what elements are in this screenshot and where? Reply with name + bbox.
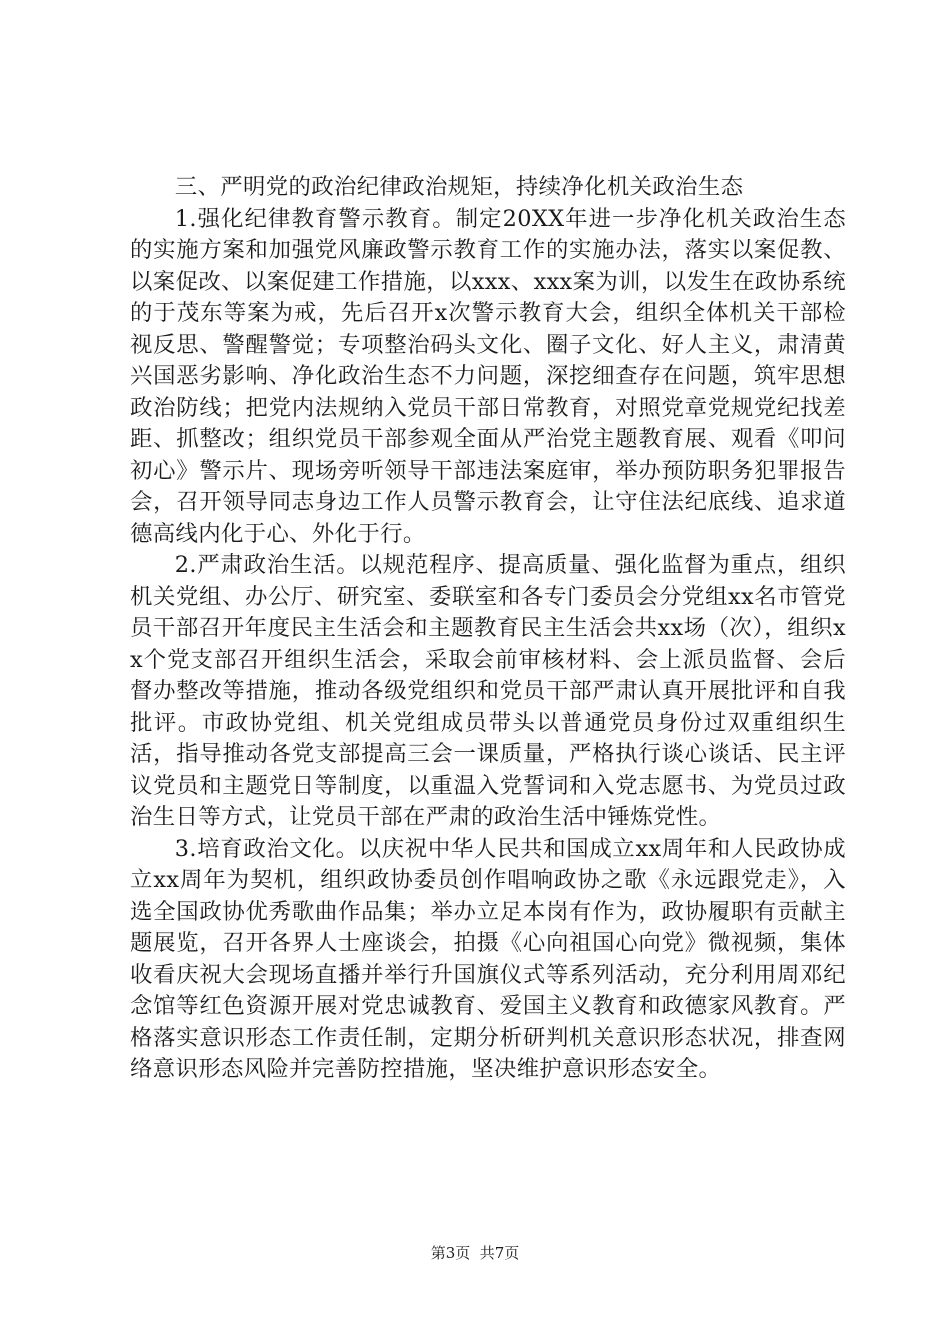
- page-number-footer: 第3页 共7页: [430, 1244, 520, 1262]
- paragraph-discipline-education: 1.强化纪律教育警示教育。制定20XX年进一步净化机关政治生态的实施方案和加强党风廉政警示教育工作的实施办法，落实以案促教、以案促改、以案促建工作措施，以xxx、xxx案为训，以发生在政协系统的于茂东等案为戒，先后召开x次警示教育大会，组织全体机关干部检视反思、警醒警觉；专项整治码头文化、圈子文化、好人主义，肃清黄兴国恶劣影响、净化政治生态不力问题，深挖细查存在问题，筑牢思想政治防线；把党内法规纳入党员干部日常教育，对照党章党规党纪找差距、抓整改；组织党员干部参观全面从严治党主题教育展、观看《叩问初心》警示片、现场旁听领导干部违法案庭审，举办预防职务犯罪报告会，召开领导同志身边工作人员警示教育会，让守住法纪底线、追求道德高线内化于心、外化于行。: [130, 205, 846, 547]
- section-heading: 三、严明党的政治纪律政治规矩，持续净化机关政治生态: [174, 174, 744, 200]
- paragraph-political-culture: 3.培育政治文化。以庆祝中华人民共和国成立xx周年和人民政协成立xx周年为契机，组织政协委员创作唱响政协之歌《永远跟党走》，入选全国政协优秀歌曲作品集；举办立足本岗有作为，政协履职有贡献主题展览，召开各界人士座谈会，拍摄《心向祖国心向党》微视频，集体收看庆祝大会现场直播并举行升国旗仪式等系列活动，充分利用周邓纪念馆等红色资源开展对党忠诚教育、爱国主义教育和政德家风教育。严格落实意识形态工作责任制，定期分析研判机关意识形态状况，排查网络意识形态风险并完善防控措施，坚决维护意识形态安全。: [130, 835, 846, 1082]
- document-body: [130, 172, 846, 1086]
- paragraph-political-life: 2.严肃政治生活。以规范程序、提高质量、强化监督为重点，组织机关党组、办公厅、研究室、委联室和各专门委员会分党组xx名市管党员干部召开年度民主生活会和主题教育民主生活会共xx场（次），组织xx个党支部召开组织生活会，采取会前审核材料、会上派员监督、会后督办整改等措施，推动各级党组织和党员干部严肃认真开展批评和自我批评。市政协党组、机关党组成员带头以普通党员身份过双重组织生活，指导推动各党支部提高三会一课质量，严格执行谈心谈话、民主评议党员和主题党日等制度，以重温入党誓词和入党志愿书、为党员过政治生日等方式，让党员干部在严肃的政治生活中锤炼党性。: [130, 552, 846, 830]
